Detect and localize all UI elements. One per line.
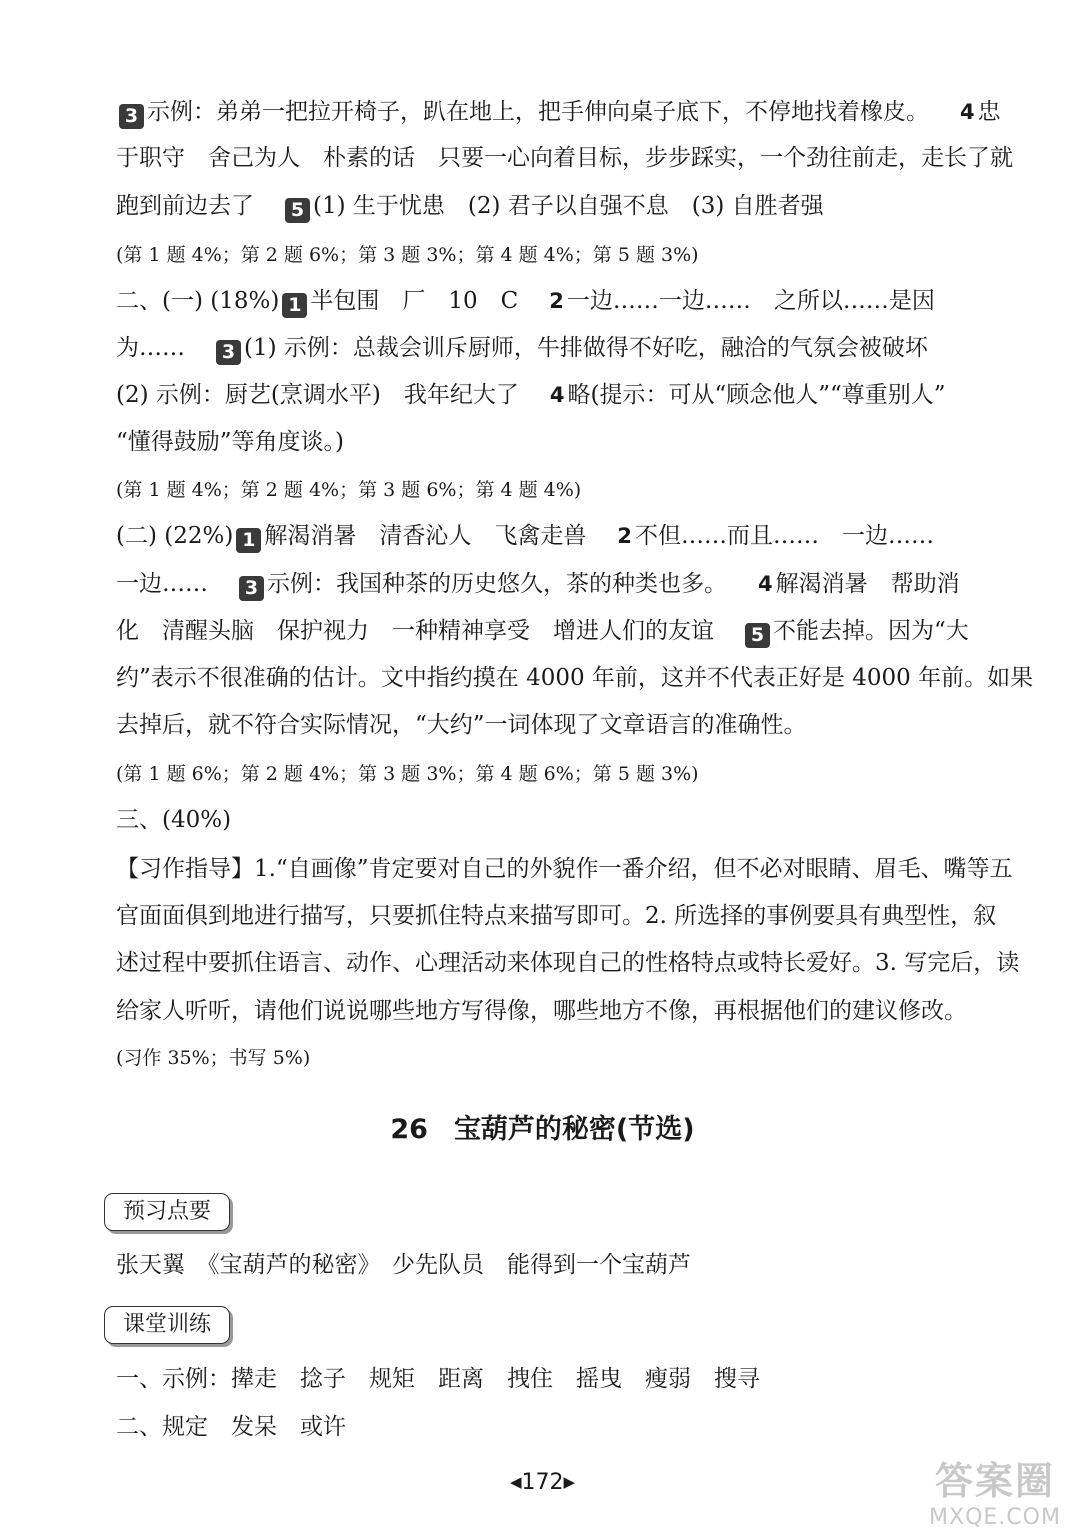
answer-line: 官面面俱到地进行描写，只要抓住特点来描写即可。2. 所选择的事例要具有典型性，叙 <box>116 903 997 929</box>
score-note: (第 1 题 4%；第 2 题 6%；第 3 题 3%；第 4 题 4%；第 5 题 3%) <box>116 244 699 266</box>
answer-line: 约”表示不很准确的估计。文中指约摸在 4000 年前，这并不代表正好是 4000 年前。如果 <box>116 665 1034 691</box>
section-line: 三、(40%) <box>116 807 232 833</box>
answer-line: 【习作指导】1.“自画像”肯定要对自己的外貌作一番介绍，但不必对眼睛、眉毛、嘴等五 <box>116 856 1013 882</box>
q-badge-3: 3 <box>239 576 264 601</box>
score-note: (第 1 题 6%；第 2 题 4%；第 3 题 3%；第 4 题 6%；第 5 题 3%) <box>116 763 699 785</box>
score-note: (习作 35%；书写 5%) <box>116 1047 311 1069</box>
answer-line: 一边…… 3 示例：我国种茶的历史悠久，茶的种类也多。 4 解渴消暑 帮助消 <box>116 567 992 601</box>
answer-line: 3 示例：弟弟一把拉开椅子，趴在地上，把手伸向桌子底下，不停地找着橡皮。 4 忠 <box>116 95 992 129</box>
triangle-left-icon: ◀ <box>509 1473 522 1491</box>
q-number-4: 4 <box>549 383 565 407</box>
section-line: (二) (22%) 1 解渴消暑 清香沁人 飞禽走兽 2 不但……而且…… 一边…… <box>116 519 992 553</box>
q-badge-5: 5 <box>745 623 770 648</box>
page-number: ◀172▶ <box>509 1470 576 1495</box>
q-number-4: 4 <box>758 572 773 596</box>
answer-line: 述过程中要抓住语言、动作、心理活动来体现自己的性格特点或特长爱好。3. 写完后，读 <box>116 950 1020 976</box>
preview-line: 张天翼 《宝葫芦的秘密》 少先队员 能得到一个宝葫芦 <box>116 1252 691 1278</box>
training-line: 二、规定 发呆 或许 <box>116 1414 346 1440</box>
answer-line: 化 清醒头脑 保护视力 一种精神享受 增进人们的友谊 5 不能去掉。因为“大 <box>116 618 969 646</box>
watermark-logo: 答案圈 MXQE.COM <box>929 1459 1061 1530</box>
answer-line: (2) 示例：厨艺(烹调水平) 我年纪大了 4 略(提示：可从“顾念他人”“尊重别人” <box>116 378 992 412</box>
section-tag-training: 课堂训练 <box>104 1306 230 1344</box>
q-number-2: 2 <box>617 524 632 548</box>
answer-line: 给家人听听，请他们说说哪些地方写得像，哪些地方不像，再根据他们的建议修改。 <box>116 998 967 1024</box>
q-badge-3: 3 <box>119 104 144 129</box>
q-badge-1: 1 <box>236 528 261 553</box>
answer-line: 去掉后，就不符合实际情况，“大约”一词体现了文章语言的准确性。 <box>116 712 807 738</box>
answer-line: 跑到前边去了 5 (1) 生于忧患 (2) 君子以自强不息 (3) 自胜者强 <box>116 193 824 221</box>
q-badge-1: 1 <box>282 293 307 318</box>
answer-line: 为…… 3 (1) 示例：总裁会训斥厨师，牛排做得不好吃，融洽的气氛会被破坏 <box>116 335 928 363</box>
q-badge-3: 3 <box>216 340 241 365</box>
q-badge-5: 5 <box>285 198 310 223</box>
answer-line: “懂得鼓励”等角度谈。) <box>116 429 344 455</box>
triangle-right-icon: ▶ <box>563 1473 576 1491</box>
section-tag-preview: 预习点要 <box>104 1193 230 1231</box>
q-number-2: 2 <box>549 289 564 313</box>
training-line: 一、示例：撵走 捻子 规矩 距离 拽住 摇曳 瘦弱 搜寻 <box>116 1366 760 1392</box>
score-note: (第 1 题 4%；第 2 题 4%；第 3 题 6%；第 4 题 4%) <box>116 479 582 501</box>
answer-line: 于职守 舍己为人 朴素的话 只要一心向着目标，步步踩实，一个劲往前走，走长了就 <box>116 145 1013 171</box>
lesson-number: 26 <box>390 1114 428 1145</box>
section-line: 二、(一) (18%) 1 半包围 厂 10 C 2 一边……一边…… 之所以……是因 <box>116 284 992 318</box>
lesson-title: 26 宝葫芦的秘密(节选) <box>390 1114 695 1145</box>
q-number-4: 4 <box>960 100 975 124</box>
